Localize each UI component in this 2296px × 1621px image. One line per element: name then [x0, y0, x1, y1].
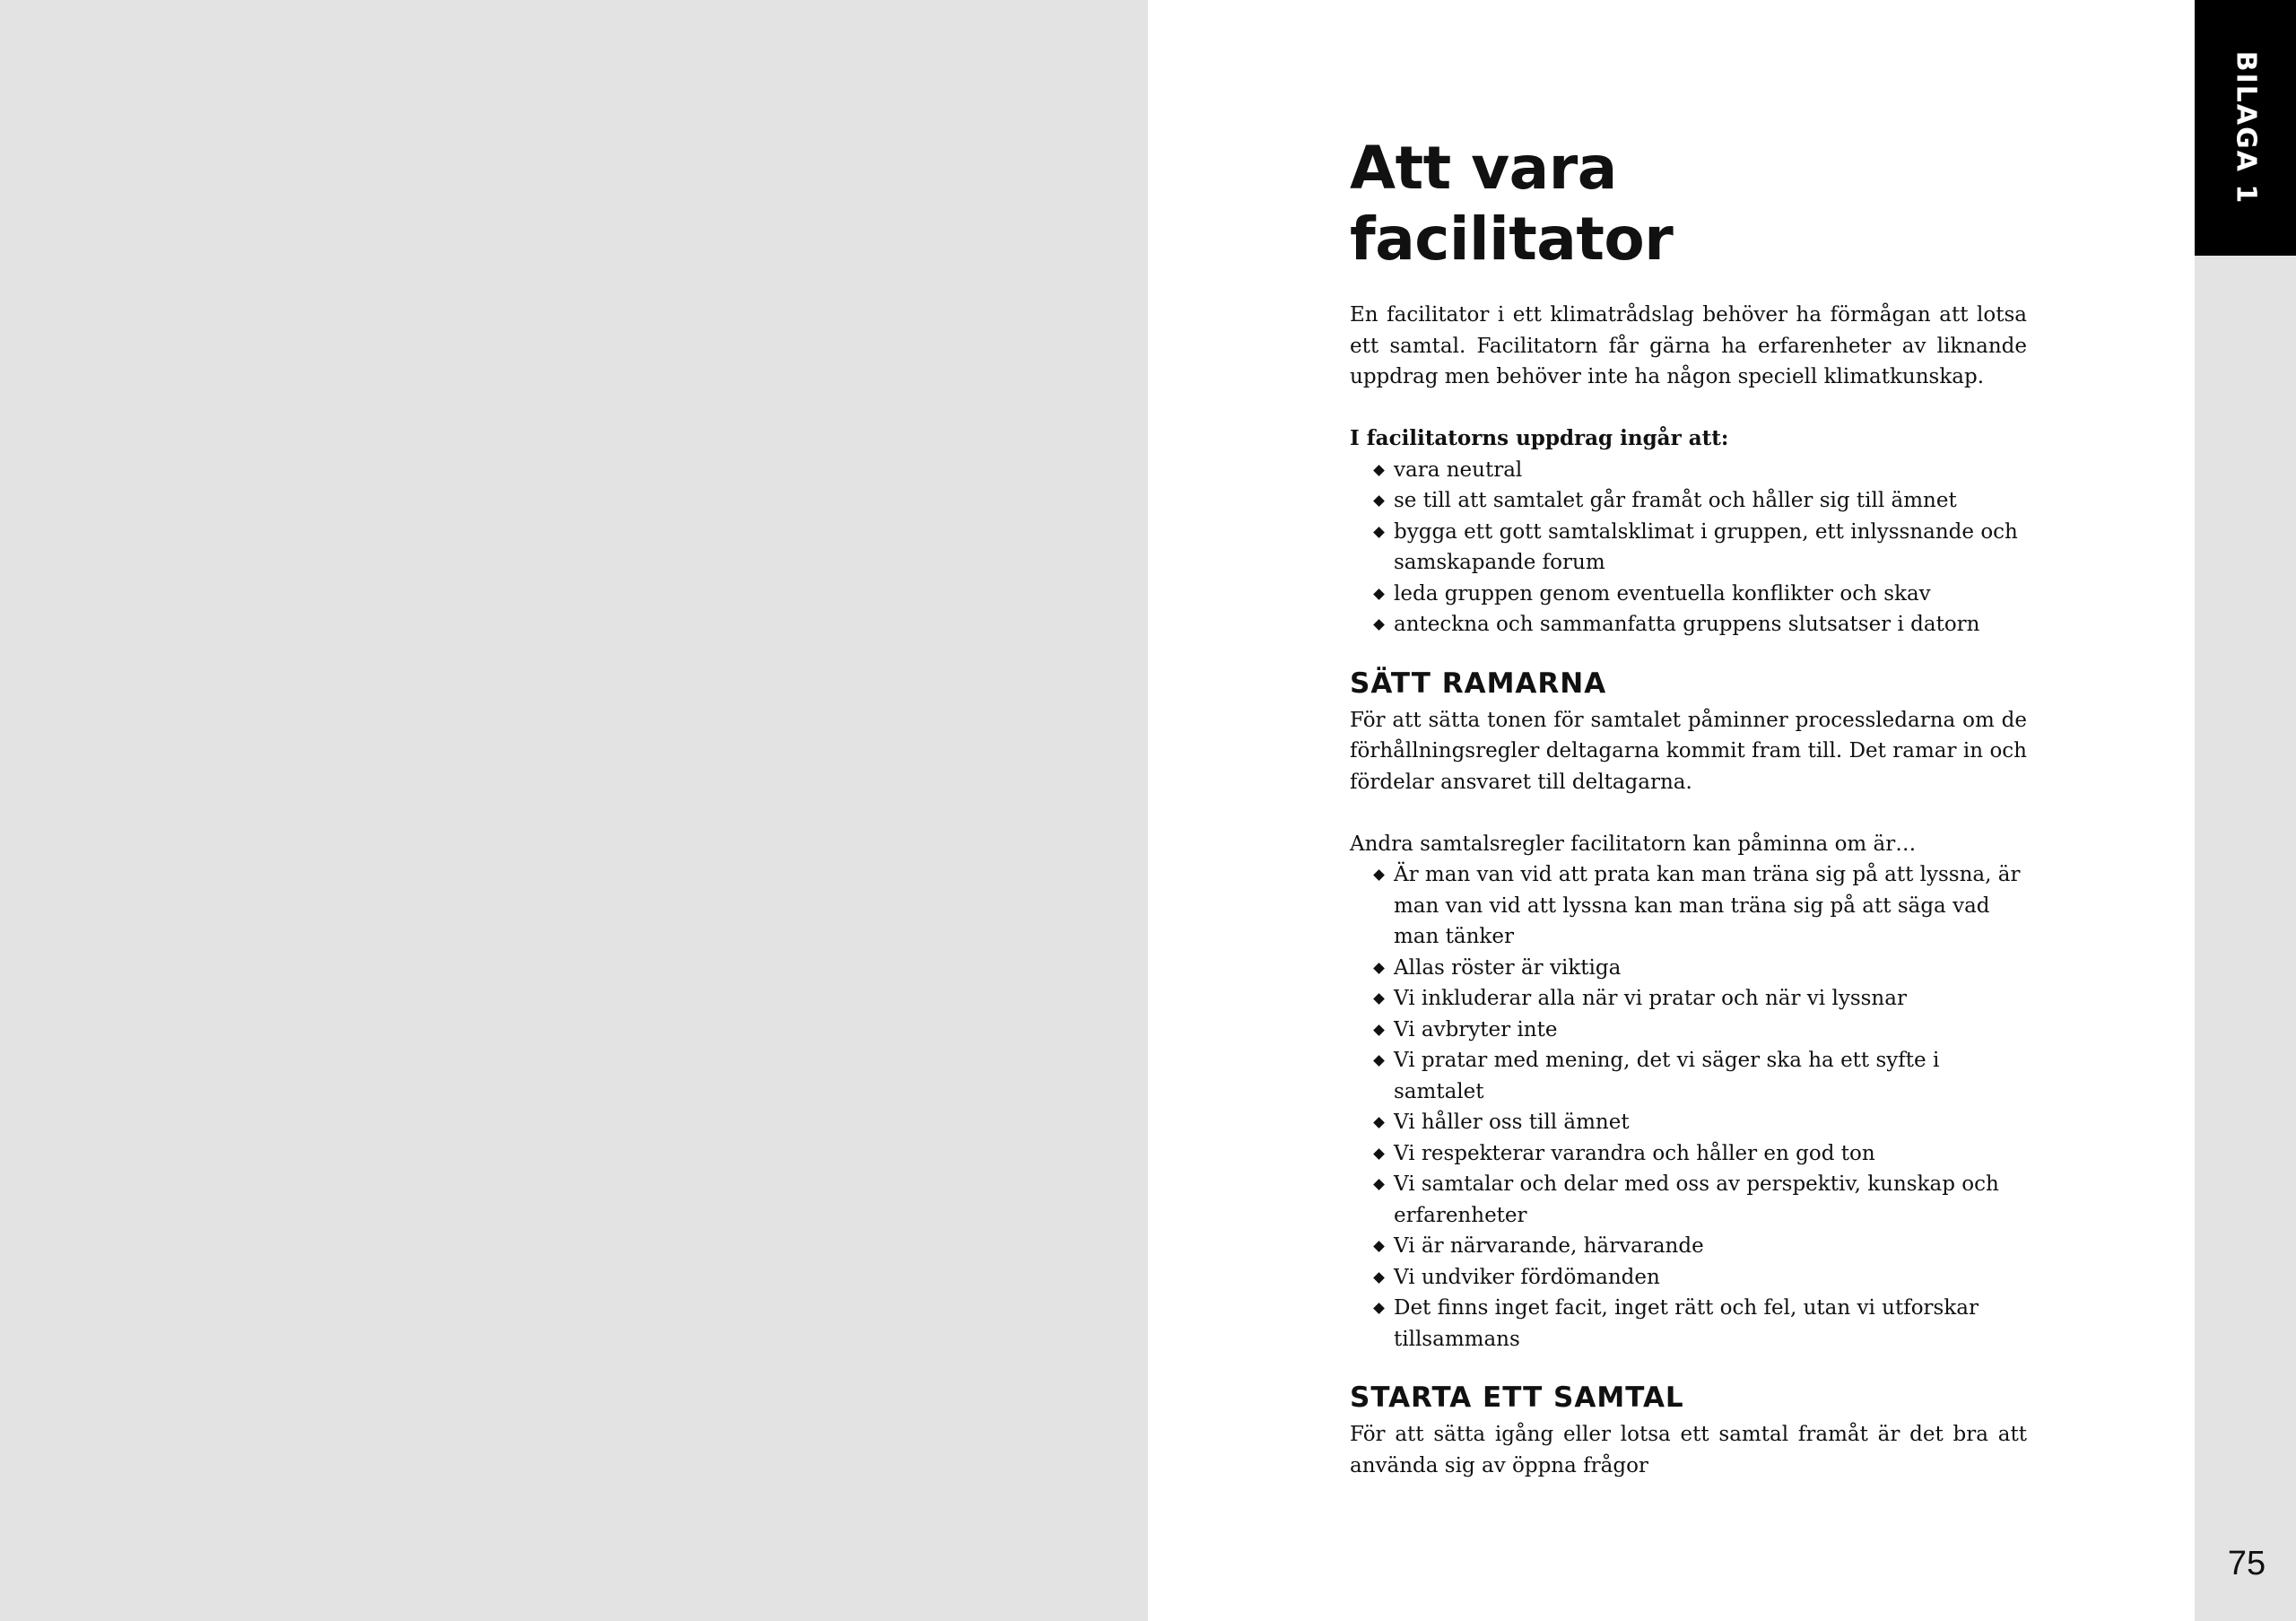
diamond-bullet-icon: [1373, 869, 1385, 881]
section-heading-satt-ramarna: SÄTT RAMARNA: [1350, 667, 1607, 700]
list-item: Vi respekterar varandra och håller en god ton: [1375, 1138, 2027, 1170]
diamond-bullet-icon: [1373, 1055, 1385, 1067]
list-item: Är man van vid att prata kan man träna sig på att lyssna, är man van vid att lyssna kan man träna sig på att säga vad man tänker: [1375, 859, 2027, 953]
page-number: 75: [2227, 1545, 2266, 1582]
list-item: Vi är närvarande, härvarande: [1375, 1231, 2027, 1262]
section-heading-starta-ett-samtal: STARTA ETT SAMTAL: [1350, 1381, 1684, 1414]
list-item: se till att samtalet går framåt och håller sig till ämnet: [1375, 485, 2027, 517]
list-item: bygga ett gott samtalsklimat i gruppen, ett inlyssnande och samskapande forum: [1375, 517, 2027, 579]
title-line-2: facilitator: [1350, 205, 1674, 274]
list-item: Vi undviker fördömanden: [1375, 1262, 2027, 1294]
chapter-side-tab: [2195, 0, 2296, 256]
duties-lead: I facilitatorns uppdrag ingår att:: [1350, 426, 1729, 450]
diamond-bullet-icon: [1373, 495, 1385, 507]
diamond-bullet-icon: [1373, 1241, 1385, 1252]
diamond-bullet-icon: [1373, 619, 1385, 631]
list-item: Vi håller oss till ämnet: [1375, 1107, 2027, 1138]
list-item: Vi samtalar och delar med oss av perspektiv, kunskap och erfarenheter: [1375, 1169, 2027, 1231]
intro-paragraph: En facilitator i ett klimatrådslag behöver ha förmågan att lotsa ett samtal. Facilitatorn får gärna ha erfarenheter av liknande uppdrag men behöver inte ha någon speciell klimatkunskap.: [1350, 303, 2027, 388]
section2-paragraph: För att sätta igång eller lotsa ett samtal framåt är det bra att använda sig av öppna frågor: [1350, 1423, 2027, 1477]
list-item: leda gruppen genom eventuella konflikter och skav: [1375, 579, 2027, 610]
title-line-1: Att vara: [1350, 134, 1617, 203]
list-item: Det finns inget facit, inget rätt och fel, utan vi utforskar tillsammans: [1375, 1293, 2027, 1355]
diamond-bullet-icon: [1373, 1179, 1385, 1190]
duties-list: [1350, 455, 2027, 641]
diamond-bullet-icon: [1373, 1117, 1385, 1129]
diamond-bullet-icon: [1373, 963, 1385, 974]
diamond-bullet-icon: [1373, 527, 1385, 538]
section1-paragraph: För att sätta tonen för samtalet påminner processledarna om de förhållningsregler deltagarna kommit fram till. Det ramar in och fördelar ansvaret till deltagarna.: [1350, 708, 2027, 794]
list-item: Allas röster är viktiga: [1375, 953, 2027, 984]
diamond-bullet-icon: [1373, 1303, 1385, 1314]
diamond-bullet-icon: [1373, 588, 1385, 600]
list-item: Vi pratar med mening, det vi säger ska ha ett syfte i samtalet: [1375, 1045, 2027, 1107]
rules-lead: Andra samtalsregler facilitatorn kan påminna om är…: [1350, 832, 1917, 856]
diamond-bullet-icon: [1373, 1272, 1385, 1284]
rules-list: [1350, 859, 2027, 1355]
diamond-bullet-icon: [1373, 1148, 1385, 1160]
list-item: vara neutral: [1375, 455, 2027, 486]
list-item: anteckna och sammanfatta gruppens slutsatser i datorn: [1375, 609, 2027, 641]
page-content: [1350, 133, 2027, 1481]
diamond-bullet-icon: [1373, 465, 1385, 476]
list-item: Vi inkluderar alla när vi pratar och när vi lyssnar: [1375, 983, 2027, 1015]
side-tab-label: BILAGA 1: [2230, 50, 2261, 205]
diamond-bullet-icon: [1373, 1024, 1385, 1036]
list-item: Vi avbryter inte: [1375, 1015, 2027, 1046]
page-title: [1350, 133, 2027, 275]
diamond-bullet-icon: [1373, 993, 1385, 1005]
